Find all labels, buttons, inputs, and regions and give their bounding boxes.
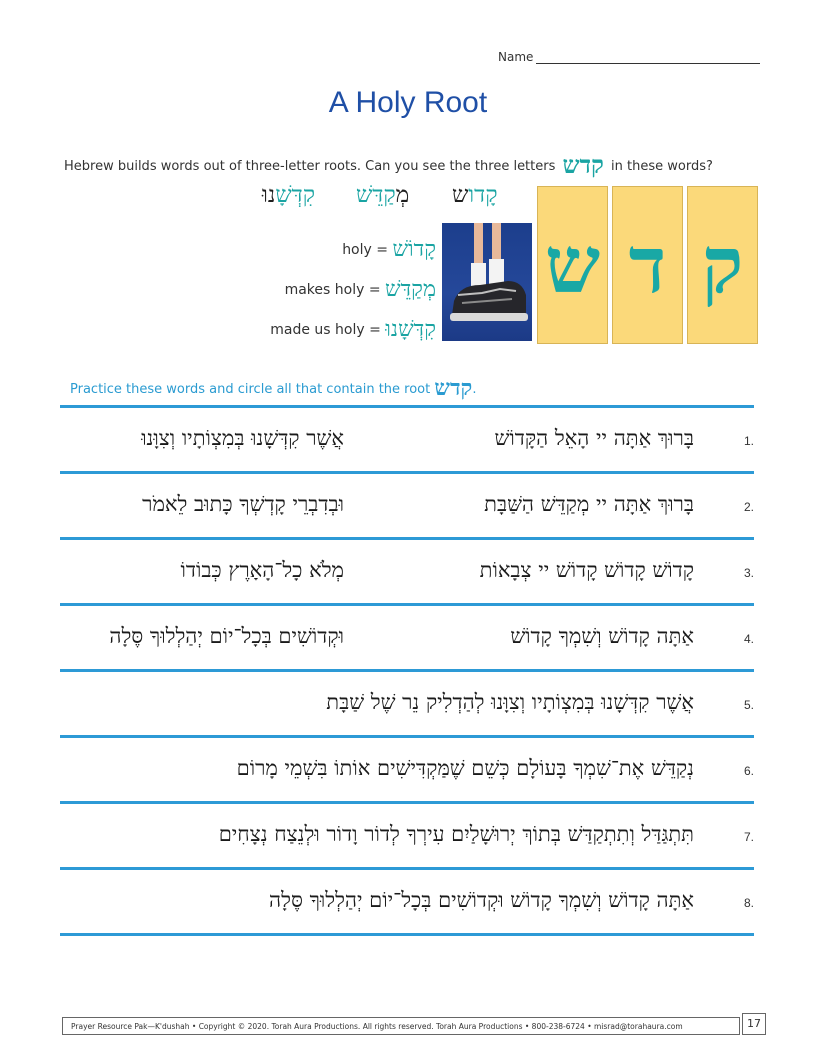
shoe-illustration <box>442 223 532 341</box>
rule-line <box>60 801 754 804</box>
definition-made-us-holy-hebrew: קִדְּשָׁנוּ <box>385 317 436 342</box>
rule-line <box>60 735 754 738</box>
name-label: Name <box>498 50 534 64</box>
example-word-1-root: קָדו <box>468 182 498 208</box>
definition-holy-hebrew: קָדוֹשׁ <box>392 237 436 262</box>
page-title: A Holy Root <box>328 86 488 119</box>
example-word-2-root: קַדֵּשׁ <box>356 182 396 208</box>
tile-dalet: ד <box>612 186 683 344</box>
definition-makes-holy-hebrew: מְקַדֵּשׁ <box>385 277 436 302</box>
name-line[interactable] <box>536 63 760 64</box>
intro-before: Hebrew builds words out of three-letter roots. Can you see the three letters <box>64 159 556 174</box>
definition-holy: holy = קָדוֹשׁ <box>342 237 436 262</box>
practice-root: קדש <box>434 375 473 401</box>
shoe-photo <box>442 223 532 341</box>
definition-makes-holy: makes holy = מְקַדֵּשׁ <box>284 277 436 302</box>
example-word-1: קָדוש <box>452 182 498 208</box>
rule-line <box>60 669 754 672</box>
tile-kuf: ק <box>687 186 758 344</box>
rule-line <box>60 471 754 474</box>
rule-line <box>60 933 754 936</box>
practice-instructions: Practice these words and circle all that contain the root קדש. <box>70 375 477 401</box>
example-word-3: קִדְּשָׁנוּ <box>262 182 316 208</box>
footer-credits: Prayer Resource Pak—K'dushah • Copyright © 2020. Torah Aura Productions. All rights reserved. Torah Aura Productions • 800-238-6724 • misrad@torahaura.com <box>62 1017 740 1035</box>
page-number: 17 <box>742 1013 766 1035</box>
example-word-3-root: קִדְּשָׁ <box>275 182 316 208</box>
rule-line <box>60 537 754 540</box>
tile-shin: ש <box>537 186 608 344</box>
intro-text <box>64 150 713 180</box>
rule-line <box>60 867 754 870</box>
rule-line <box>60 603 754 606</box>
example-word-2: מְקַדֵּשׁ <box>356 182 410 208</box>
definition-made-us-holy: made us holy = קִדְּשָׁנוּ <box>270 317 436 342</box>
intro-after: in these words? <box>611 159 713 174</box>
rule-line <box>60 405 754 408</box>
intro-root: קדש <box>562 150 604 179</box>
